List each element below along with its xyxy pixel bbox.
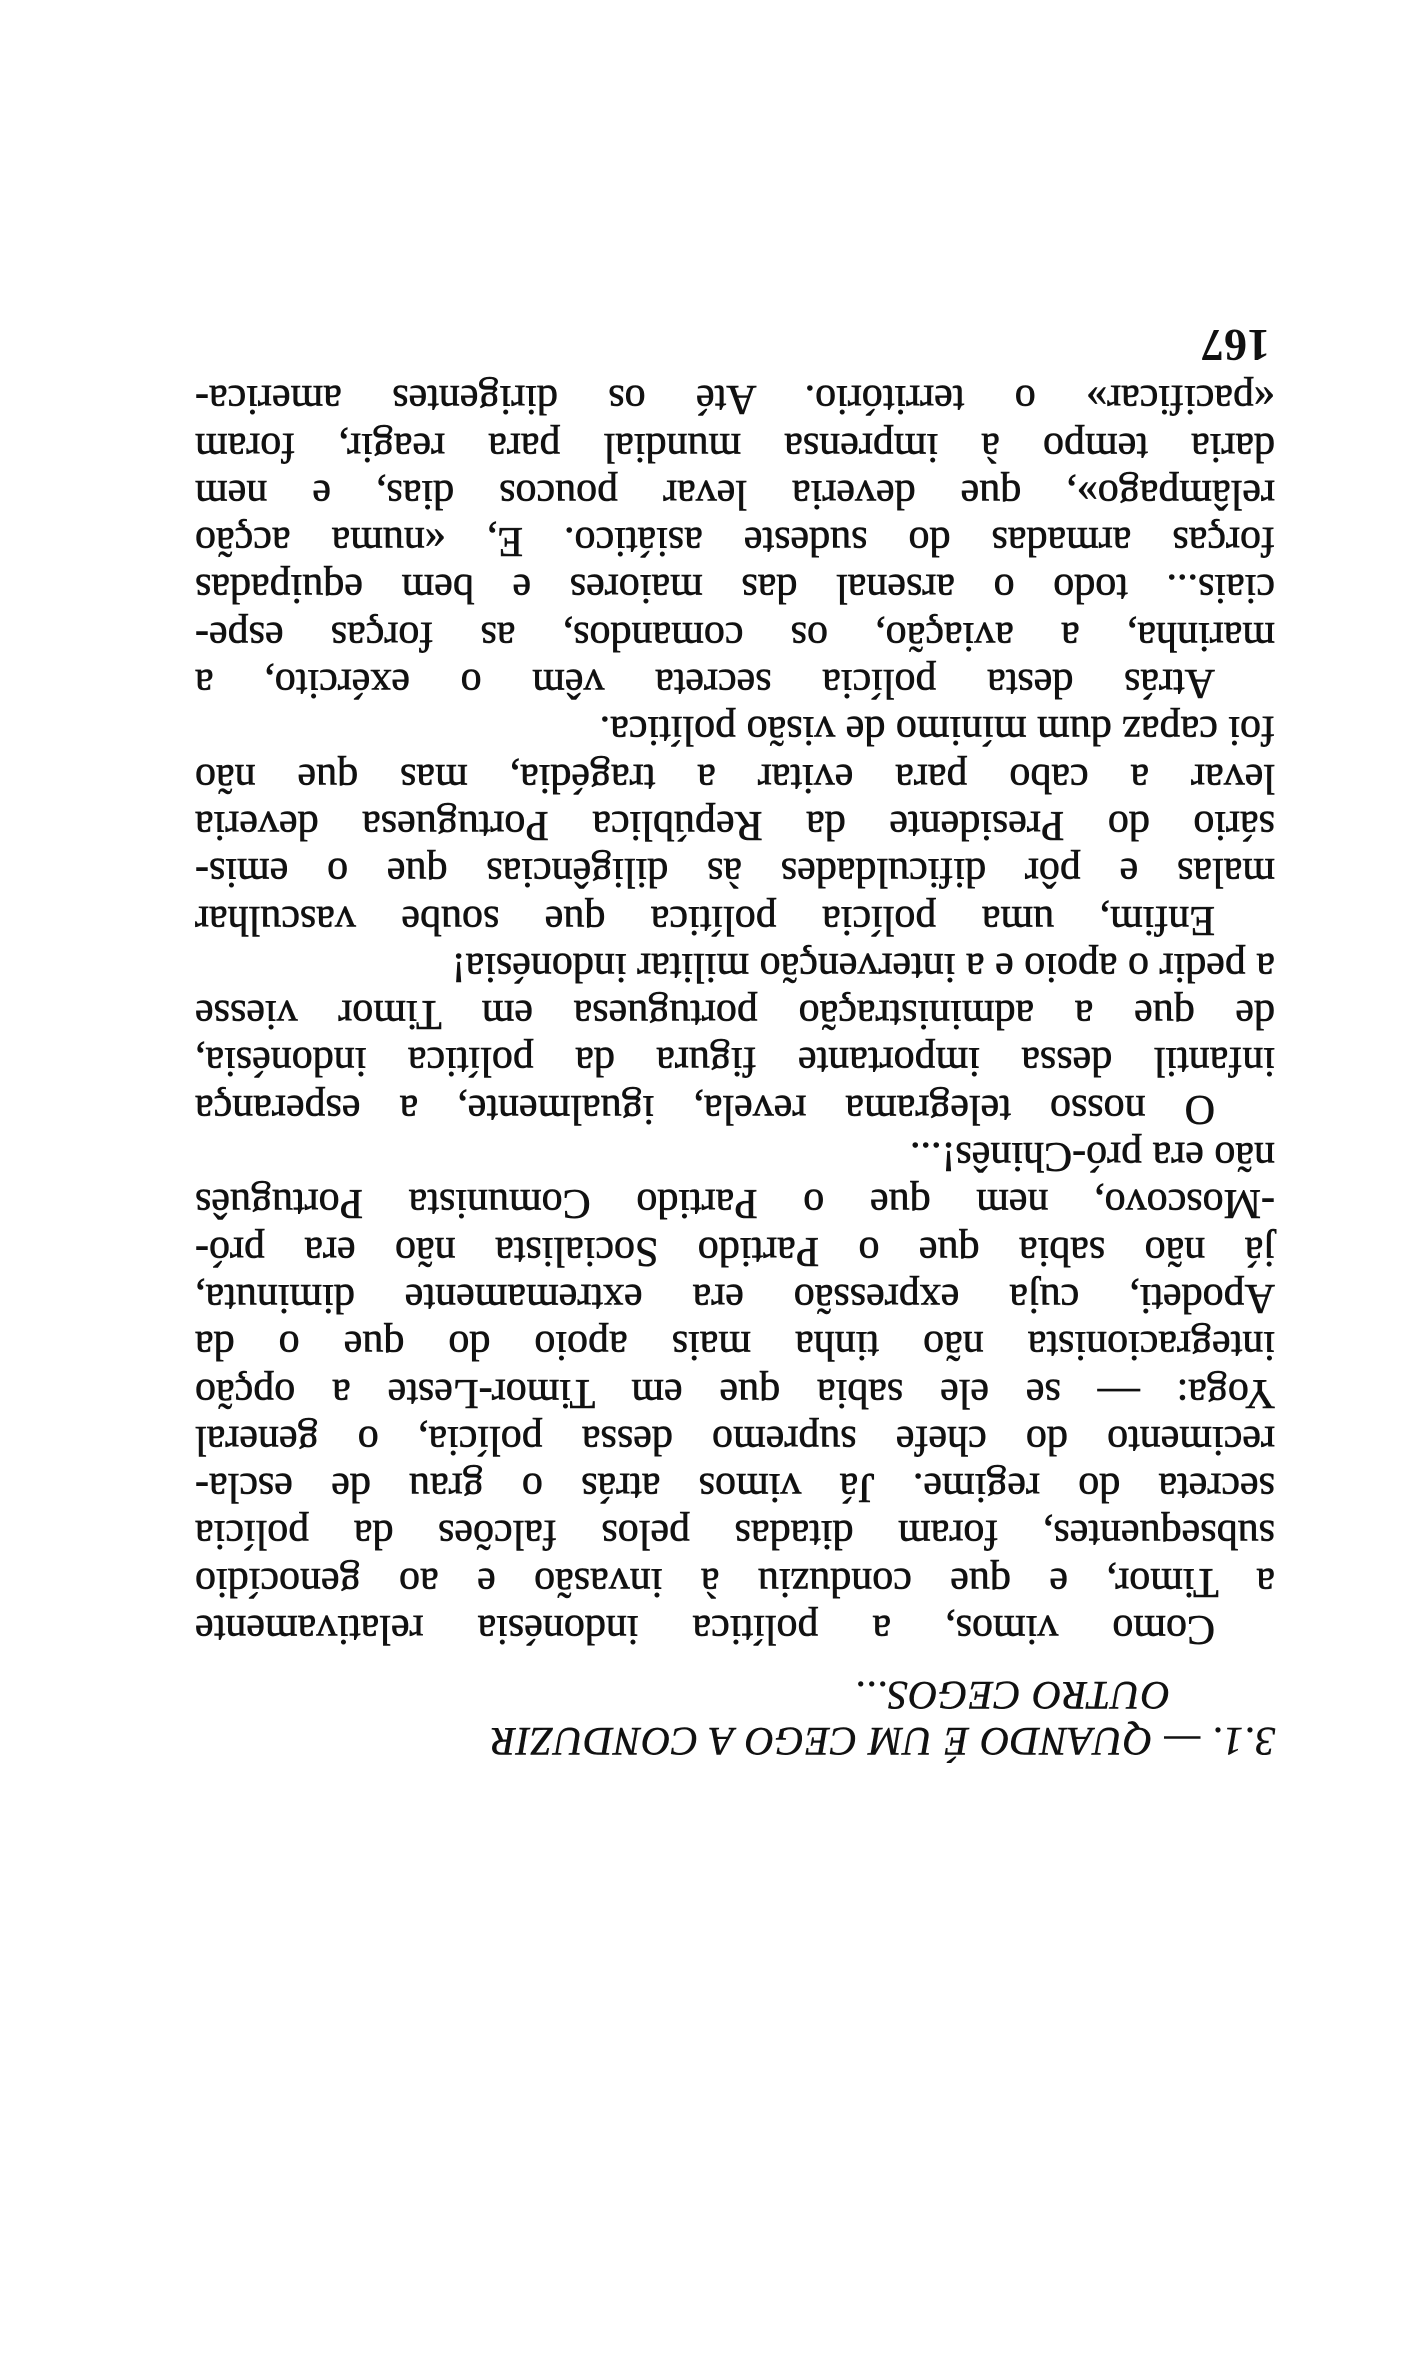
paragraph [195, 375, 1275, 706]
page-number: 167 [1201, 320, 1270, 371]
text-line: -Moscovo, nem que o Partido Comunista Português [195, 1180, 1275, 1227]
section-title-line: 3.1. — QUANDO É UM CEGO A CONDUZIR [490, 1719, 1275, 1764]
body-text [195, 375, 1275, 1652]
text-line: não era pró-Chinês!... [909, 1133, 1275, 1180]
section-title [490, 1672, 1275, 1764]
text-line: O nosso telegrama revela, igualmente, a esperança [195, 1085, 1215, 1132]
text-line: Como vimos, a política indonésia relativamente [195, 1606, 1215, 1652]
text-line: levar a cabo para evitar a tragédia, mas que não [195, 754, 1275, 801]
text-line: integracionista não tinha mais apoio do que o da [195, 1322, 1275, 1369]
text-line: Enfim, uma polícia política que soube vasculhar [195, 896, 1215, 943]
section-title-line: OUTRO CEGOS... [853, 1673, 1170, 1718]
text-line: «pacificar» o território. Até os dirigentes america- [195, 376, 1275, 423]
text-line: a Timor, e que conduziu à invasão e ao genocídio [195, 1558, 1275, 1605]
text-line: forças armadas do sudeste asiático. E, «numa acção [195, 518, 1275, 565]
text-line: malas e pôr dificuldades às diligências que o emis- [195, 849, 1275, 896]
text-line: recimento do chefe supremo dessa polícia, o general [195, 1416, 1275, 1463]
text-line: a pedir o apoio e a intervenção militar indonésia! [451, 943, 1275, 990]
text-line: foi capaz dum mínimo de visão política. [599, 707, 1275, 754]
text-line: já não sabia que o Partido Socialista não era pró- [195, 1227, 1275, 1274]
text-line: relâmpago», que deveria levar poucos dias, e nem [195, 470, 1275, 517]
text-line: Apodeti, cuja expressão era extremamente diminuta, [195, 1274, 1275, 1321]
text-line: infantil dessa importante figura da política indonésia, [195, 1038, 1275, 1085]
text-line: Atrás desta polícia secreta vêm o exército, a [195, 660, 1215, 707]
text-line: de que a administração portuguesa em Timor viesse [195, 991, 1275, 1038]
paragraph [195, 943, 1275, 1132]
text-line: subsequentes, foram ditadas pelos falcões da polícia [195, 1511, 1275, 1558]
text-line: marinha, a aviação, os comandos, as forças espe- [195, 612, 1275, 659]
text-line: ciais... todo o arsenal das maiores e bem equipadas [195, 565, 1275, 612]
paragraph [195, 706, 1275, 942]
text-line: Yoga: — se ele sabia que em Timor-Leste a opção [195, 1369, 1275, 1416]
text-line: sário do Presidente da República Portuguesa deveria [195, 801, 1275, 848]
paragraph [195, 1132, 1275, 1652]
text-line: secreta do regime. Já vimos atrás o grau de escla- [195, 1464, 1275, 1511]
text-line: daria tempo à imprensa mundial para reagir, foram [195, 423, 1275, 470]
